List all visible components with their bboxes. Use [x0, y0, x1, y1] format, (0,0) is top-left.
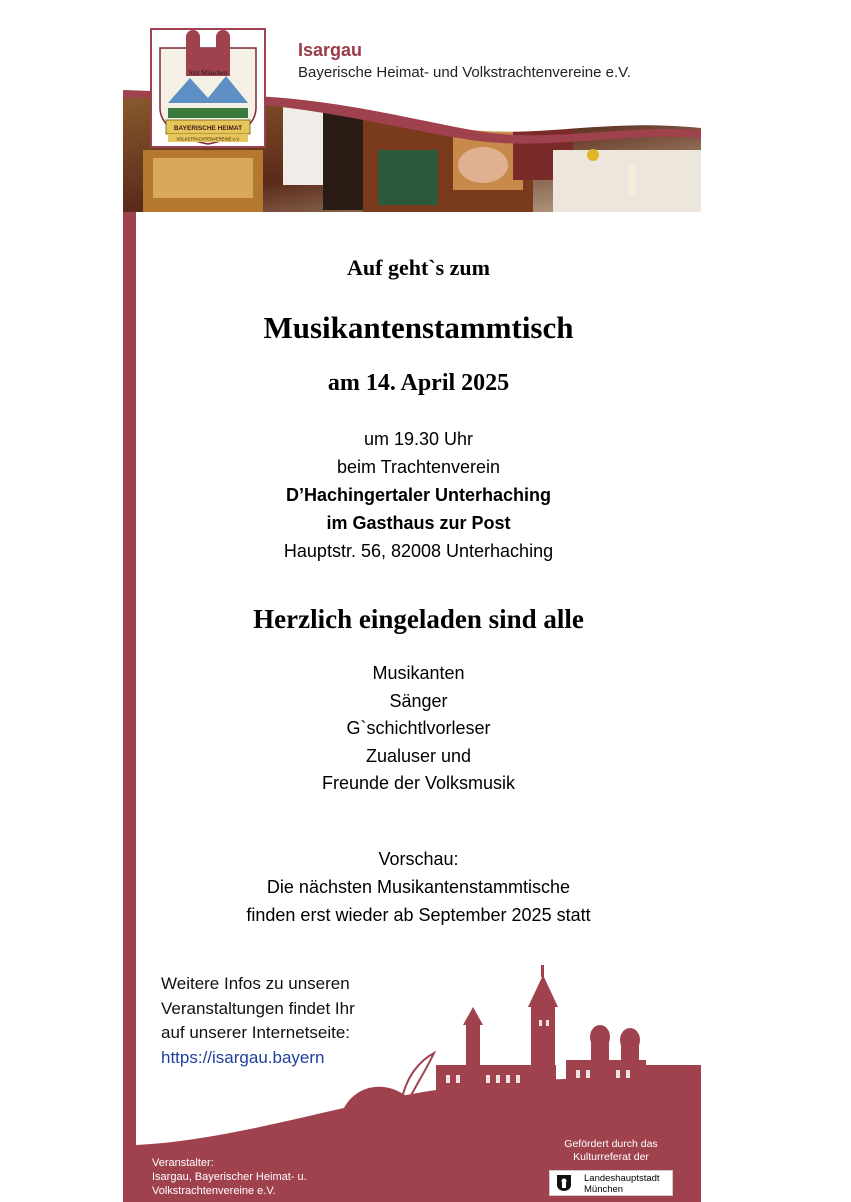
munich-coat-of-arms-icon [555, 1174, 573, 1192]
info-block [161, 972, 355, 1070]
event-title: Musikantenstammtisch [263, 310, 574, 345]
welcome-heading: Herzlich eingeladen sind alle [253, 604, 584, 634]
website-link[interactable]: https://isargau.bayern [161, 1047, 325, 1067]
guest-item: Musikanten [372, 663, 465, 683]
funding-line: Kulturreferat der [573, 1151, 649, 1163]
venue-name: im Gasthaus zur Post [326, 513, 511, 533]
logo-ribbon-text: BAYERISCHE HEIMAT [173, 125, 243, 132]
info-line: Veranstaltungen findet Ihr [161, 998, 355, 1018]
organizer-line: Volkstrachtenvereine e.V. [152, 1185, 276, 1197]
guest-item: Zualuser und [365, 745, 472, 766]
preview-line: finden erst wieder ab September 2025 statt [246, 905, 591, 925]
organizer-line: Isargau, Bayerischer Heimat- u. [152, 1171, 307, 1183]
event-details [136, 425, 701, 565]
host-prefix: beim Trachtenverein [336, 457, 501, 477]
guest-item: Freunde der Volksmusik [321, 773, 516, 793]
guest-list [136, 660, 701, 798]
guest-item: G`schichtlvorleser [346, 718, 491, 738]
guest-item: Sänger [389, 690, 448, 711]
event-time: um 19.30 Uhr [363, 429, 474, 449]
organizer-block [152, 1156, 307, 1198]
logo-ribbon-subtext: VOLKSTRACHTENVEREINE e.V. [176, 136, 240, 142]
preview-block [136, 845, 701, 929]
city-name-line: München [584, 1183, 624, 1195]
org-subtitle: Bayerische Heimat- und Volkstrachtenvereine e.V. [298, 64, 631, 81]
info-line: Weitere Infos zu unseren [161, 974, 350, 993]
venue-address: Hauptstr. 56, 82008 Unterhaching [283, 541, 554, 561]
logo-top-text: Sitz München [188, 69, 228, 77]
left-accent-bar [123, 210, 136, 1202]
organizer-label: Veranstalter: [152, 1157, 214, 1169]
preview-title: Vorschau: [378, 849, 459, 869]
city-name-line: Landeshauptstadt [584, 1173, 660, 1184]
city-logo [549, 1170, 673, 1196]
preview-line: Die nächsten Musikantenstammtische [266, 877, 571, 897]
intro-text: Auf geht`s zum [347, 255, 490, 280]
city-name [584, 1174, 660, 1195]
org-name: Isargau [298, 40, 363, 60]
host-name: D’Hachingertaler Unterhaching [285, 485, 552, 505]
funding-line: Gefördert durch das [564, 1138, 658, 1150]
event-date: am 14. April 2025 [327, 370, 510, 396]
isargau-logo-icon [150, 28, 266, 148]
funding-note [549, 1138, 673, 1164]
info-line: auf unserer Internetseite: [161, 1023, 351, 1042]
